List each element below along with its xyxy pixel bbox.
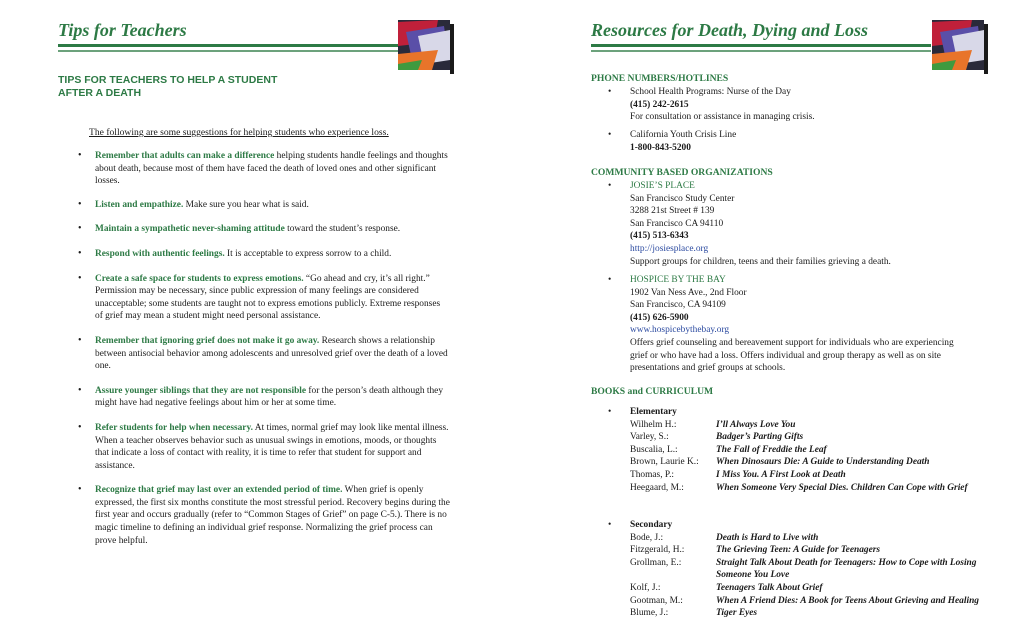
hotline-name: California Youth Crisis Line <box>630 130 737 140</box>
tip-item <box>78 385 450 410</box>
bullet: • <box>608 520 612 530</box>
tip-item <box>78 248 450 261</box>
org-phone: (415) 626-5900 <box>630 312 689 323</box>
book-title: The Grieving Teen: A Guide for Teenagers <box>716 545 881 556</box>
secondary-book-list <box>608 519 1000 620</box>
right-page <box>512 0 1024 644</box>
hotline-entry <box>608 129 990 154</box>
org-description: Offers grief counseling and bereavement support for individuals who are experiencing grief or who have had a loss. Offers individual and group therapy as well as on site presentations and grief groups at schools. <box>630 337 954 374</box>
book-title: When Dinosaurs Die: A Guide to Understanding Death <box>716 457 930 468</box>
tip-item <box>78 150 450 188</box>
tip-lead: Assure younger siblings that they are not responsible <box>95 385 307 396</box>
org-name: JOSIE’S PLACE <box>630 181 695 191</box>
tip-text: toward the student’s response. <box>284 224 401 235</box>
book-title: Death is Hard to Live with <box>716 532 819 543</box>
book-author: Fitzgerald, H.: <box>630 545 685 556</box>
header-rule <box>58 44 398 47</box>
header-rule-thin <box>591 50 931 52</box>
tip-item <box>78 484 450 547</box>
book-title: I’ll Always Love You <box>716 419 796 430</box>
org-address-line: 3288 21st Street # 139 <box>630 206 715 217</box>
hotline-phone: (415) 242-2615 <box>630 99 689 110</box>
left-page-title: Tips for Teachers <box>58 20 187 40</box>
subheading-line-2: AFTER A DEATH <box>58 87 142 99</box>
book-title: When A Friend Dies: A Book for Teens About Grieving and Healing <box>716 595 979 606</box>
book-row <box>630 532 1000 545</box>
tip-item <box>78 422 450 472</box>
tip-lead: Refer students for help when necessary. <box>95 422 253 433</box>
book-row <box>630 582 1000 595</box>
hotline-entry <box>608 86 990 124</box>
bullet: • <box>608 407 612 417</box>
book-row <box>630 431 1000 444</box>
book-row <box>630 557 1000 582</box>
book-row <box>630 456 1000 469</box>
intro-sentence: The following are some suggestions for helping students who experience loss. <box>89 127 389 138</box>
tip-lead: Create a safe space for students to express emotions. <box>95 273 304 284</box>
tip-item <box>78 273 450 323</box>
book-title: I Miss You. A First Look at Death <box>716 469 846 480</box>
header-rule-thin <box>58 50 398 52</box>
tips-subheading <box>58 74 358 100</box>
tip-text: At times, normal grief may look like mental illness. When a teacher observes behavior such as unusual swings in emotions, moods, or thoughts that indicate a loss of contact with reality, it is time to refer that student for support and assistance. <box>95 422 449 471</box>
tip-lead: Maintain a sympathetic never-shaming attitude <box>95 224 285 235</box>
elementary-book-list <box>608 406 1000 494</box>
book-row <box>630 482 1000 495</box>
book-author: Thomas, P.: <box>630 469 675 480</box>
tip-text: for the person’s death although they might have had negative feelings about him or her at some time. <box>95 385 444 409</box>
org-description: Support groups for children, teens and their families grieving a death. <box>630 256 891 267</box>
book-author: Buscalia, L.: <box>630 444 678 455</box>
tip-text: When grief is openly expressed, the first six months constitute the most stressful period. Recovery begins during the first year and occurs gradually (refer to “Common Stages of Grief” on page C-5.). There is no magic timeline to defining an individual grief response. Normalizing the grief process can prove helpful. <box>95 485 450 546</box>
book-row <box>630 544 1000 557</box>
book-author: Heegaard, M.: <box>630 482 684 493</box>
org-entry <box>608 274 970 375</box>
book-author: Bode, J.: <box>630 532 664 543</box>
book-author: Blume, J.: <box>630 608 669 619</box>
book-author: Kolf, J.: <box>630 582 661 593</box>
right-page-title: Resources for Death, Dying and Loss <box>591 20 869 40</box>
tip-text: “Go ahead and cry, it’s all right.” Permission may be necessary, since public expression of many feelings are considered unacceptable; some students are taught not to express emotions publicly. Extreme responses of grief may mean a student might need personal assistance. <box>95 273 441 322</box>
tip-lead: Recognize that grief may last over an extended period of time. <box>95 485 343 496</box>
book-title: Badger’s Parting Gifts <box>716 432 804 443</box>
book-title: When Someone Very Special Dies. Children Can Cope with Grief <box>716 482 968 493</box>
tip-lead: Remember that adults can make a difference <box>95 151 275 161</box>
tip-item <box>78 199 450 212</box>
books-heading: BOOKS and CURRICULUM <box>591 386 714 397</box>
org-website-link[interactable]: http://josiesplace.org <box>630 243 709 254</box>
book-title: Straight Talk About Death for Teenagers: How to Cope with Losing Someone You Love <box>716 557 977 581</box>
bullet: • <box>608 181 612 191</box>
bullet: • <box>608 275 612 285</box>
tip-text: It is acceptable to express sorrow to a child. <box>224 248 392 259</box>
org-address-line: San Francisco CA 94110 <box>630 218 724 229</box>
tip-text: helping students handle feelings and thoughts about death, because most of them have faced the death of loved ones and other significant losses. <box>95 151 448 187</box>
org-name: HOSPICE BY THE BAY <box>630 275 726 285</box>
org-entry <box>608 180 990 268</box>
header-logo-graphic <box>932 20 988 74</box>
book-title: Tiger Eyes <box>716 608 758 619</box>
book-row <box>630 444 1000 457</box>
book-author: Wilhelm H.: <box>630 419 677 430</box>
book-author: Brown, Laurie K.: <box>630 457 699 468</box>
tip-lead: Listen and empathize. <box>95 199 184 210</box>
book-row <box>630 607 1000 620</box>
book-author: Gootman, M.: <box>630 595 683 606</box>
tip-lead: Respond with authentic feelings. <box>95 248 225 259</box>
secondary-label: Secondary <box>630 520 673 530</box>
elementary-label: Elementary <box>630 407 677 417</box>
book-row <box>630 469 1000 482</box>
book-row <box>630 419 1000 432</box>
tip-text: Research shows a relationship between antisocial behavior among adolescents and unresolved grief over the death of a loved one. <box>95 335 448 372</box>
header-rule <box>591 44 931 47</box>
phone-heading: PHONE NUMBERS/HOTLINES <box>591 73 729 84</box>
book-author: Varley, S.: <box>630 432 669 443</box>
org-website-link[interactable]: www.hospicebythebay.org <box>630 325 730 336</box>
bullet: • <box>608 130 612 140</box>
community-heading: COMMUNITY BASED ORGANIZATIONS <box>591 167 773 178</box>
tip-item <box>78 223 450 236</box>
book-title: Teenagers Talk About Grief <box>716 582 823 593</box>
hotline-name: School Health Programs: Nurse of the Day <box>630 87 791 97</box>
org-address-line: San Francisco, CA 94109 <box>630 300 726 311</box>
org-address-line: 1902 Van Ness Ave., 2nd Floor <box>630 287 747 298</box>
hotline-note: For consultation or assistance in managing crisis. <box>630 112 815 123</box>
header-logo-graphic <box>398 20 454 74</box>
book-author: Grollman, E.: <box>630 557 682 568</box>
hotline-phone: 1-800-843-5200 <box>630 142 691 153</box>
tip-text: Make sure you hear what is said. <box>183 199 309 210</box>
tip-item <box>78 335 450 373</box>
subheading-line-1: TIPS FOR TEACHERS TO HELP A STUDENT <box>58 74 278 86</box>
org-address-line: San Francisco Study Center <box>630 193 735 204</box>
tips-list <box>78 150 450 547</box>
org-phone: (415) 513-6343 <box>630 231 689 242</box>
tip-lead: Remember that ignoring grief does not make it go away. <box>95 335 320 346</box>
book-title: The Fall of Freddie the Leaf <box>716 444 827 455</box>
book-row <box>630 595 1000 608</box>
bullet: • <box>608 87 612 97</box>
